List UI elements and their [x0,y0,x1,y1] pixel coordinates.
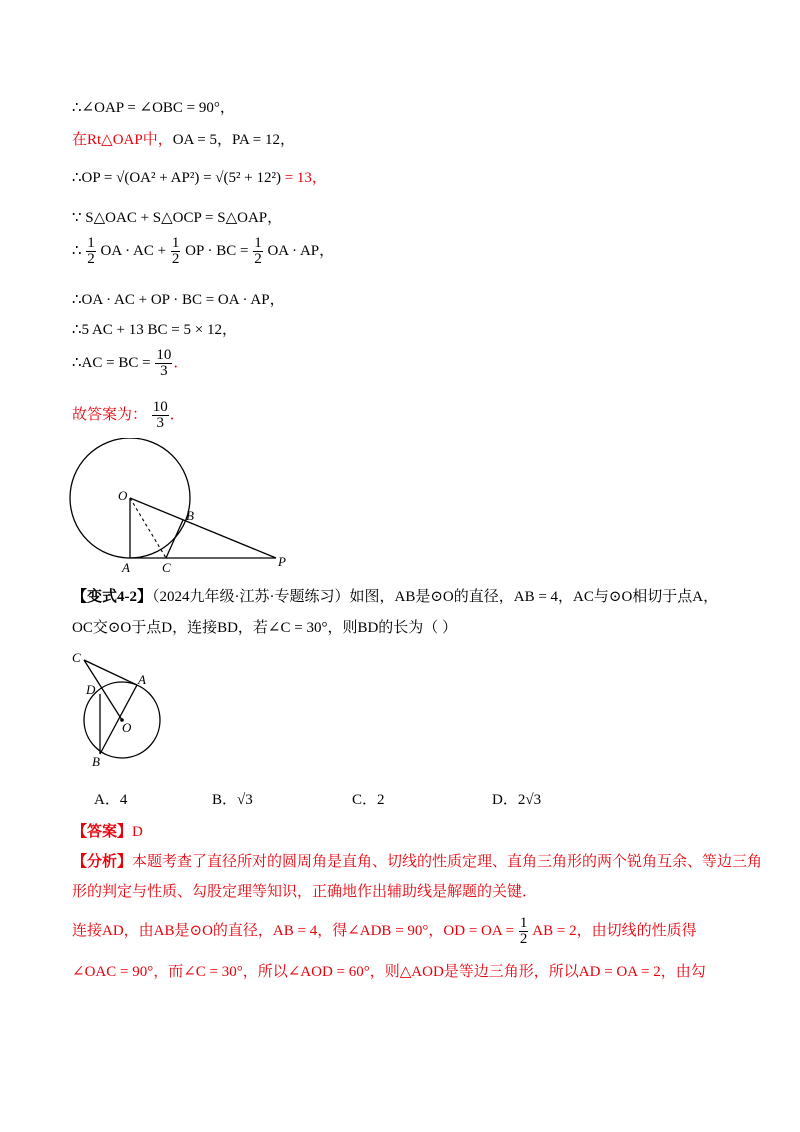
label-o: O [118,488,128,503]
step-line-2: 在Rt△OAP中，OA = 5，PA = 12， [72,132,295,148]
analysis-line-1: 【分析】本题考查了直径所对的圆周角是直角、切线的性质定理、直角三角形的两个锐角互余、等边三角 [72,854,763,870]
label-o: O [122,720,132,735]
label-d: D [86,682,96,697]
step-line-6: ∴OA · AC + OP · BC = OA · AP， [72,292,285,308]
fraction-half: $\frac{1}{2}$ [171,235,180,267]
step-line-8: ∴AC = BC = $\frac{10}{3}$ ． [72,347,189,379]
fraction-half: $\frac{1}{2}$ [519,915,528,947]
segment-ab [100,685,137,754]
segment-cb [166,520,183,558]
step-line-7: ∴5 AC + 13 BC = 5 × 12， [72,322,237,338]
fraction-half: $\frac{1}{2}$ [87,235,95,267]
answer-line: 故答案为： $\frac{10}{3}$ ． [72,399,185,431]
problem-line-1: 【变式4-2】（2024九年级·江苏·专题练习）如图，AB是⊙O的直径，AB = 4，AC与⊙O相切于点A， [72,589,719,605]
option-c[interactable]: C．2 [352,792,385,808]
analysis-line-2: 形的判定与性质、勾股定理等知识，正确地作出辅助线是解题的关键． [72,884,538,900]
analysis-line-3: 连接AD，由AB是⊙O的直径，AB = 4，得∠ADB = 90°，OD = OA = $\frac{1}{2}$ AB = 2，由切线的性质得 [72,915,697,947]
problem-line-2: OC交⊙O于点D，连接BD，若∠C = 30°，则BD的长为（ ） [72,620,458,636]
label-c: C [162,560,171,575]
figure-circle-tangent [66,438,306,578]
option-b[interactable]: B．√3 [212,792,253,808]
label-b: B [92,754,100,768]
fraction-ten-thirds: $\frac{10}{3}$ [152,399,168,431]
fraction-ten-thirds: $\frac{10}{3}$ [156,347,172,379]
step-line-3: ∴OP = √(OA² + AP²) = √(5² + 12²) = 13， [72,170,327,186]
label-a: A [122,560,130,575]
answer-block: 【答案】D [72,824,143,840]
fraction-half: $\frac{1}{2}$ [254,235,262,267]
label-c: C [72,650,81,665]
step-line-1: ∴∠OAP = ∠OBC = 90°， [72,100,235,116]
step-line-5: ∴ $\frac{1}{2}$ OA · AC + $\frac{1}{2}$ OP · BC = $\frac{1}{2}$ OA · AP， [72,235,335,267]
label-p: P [278,554,286,569]
segment-op [130,498,276,558]
option-d[interactable]: D．2√3 [492,792,542,808]
analysis-line-4: ∠OAC = 90°，而∠C = 30°，所以∠AOD = 60°，则△AOD是等边三角形，所以AD = OA = 2，由勾 [72,964,706,980]
figure-circle-diameter [66,648,176,768]
step-line-4: ∵ S△OAC + S△OCP = S△OAP， [72,210,283,226]
label-a: A [138,672,146,687]
label-b: B [186,508,194,523]
option-a[interactable]: A．4 [94,792,128,808]
